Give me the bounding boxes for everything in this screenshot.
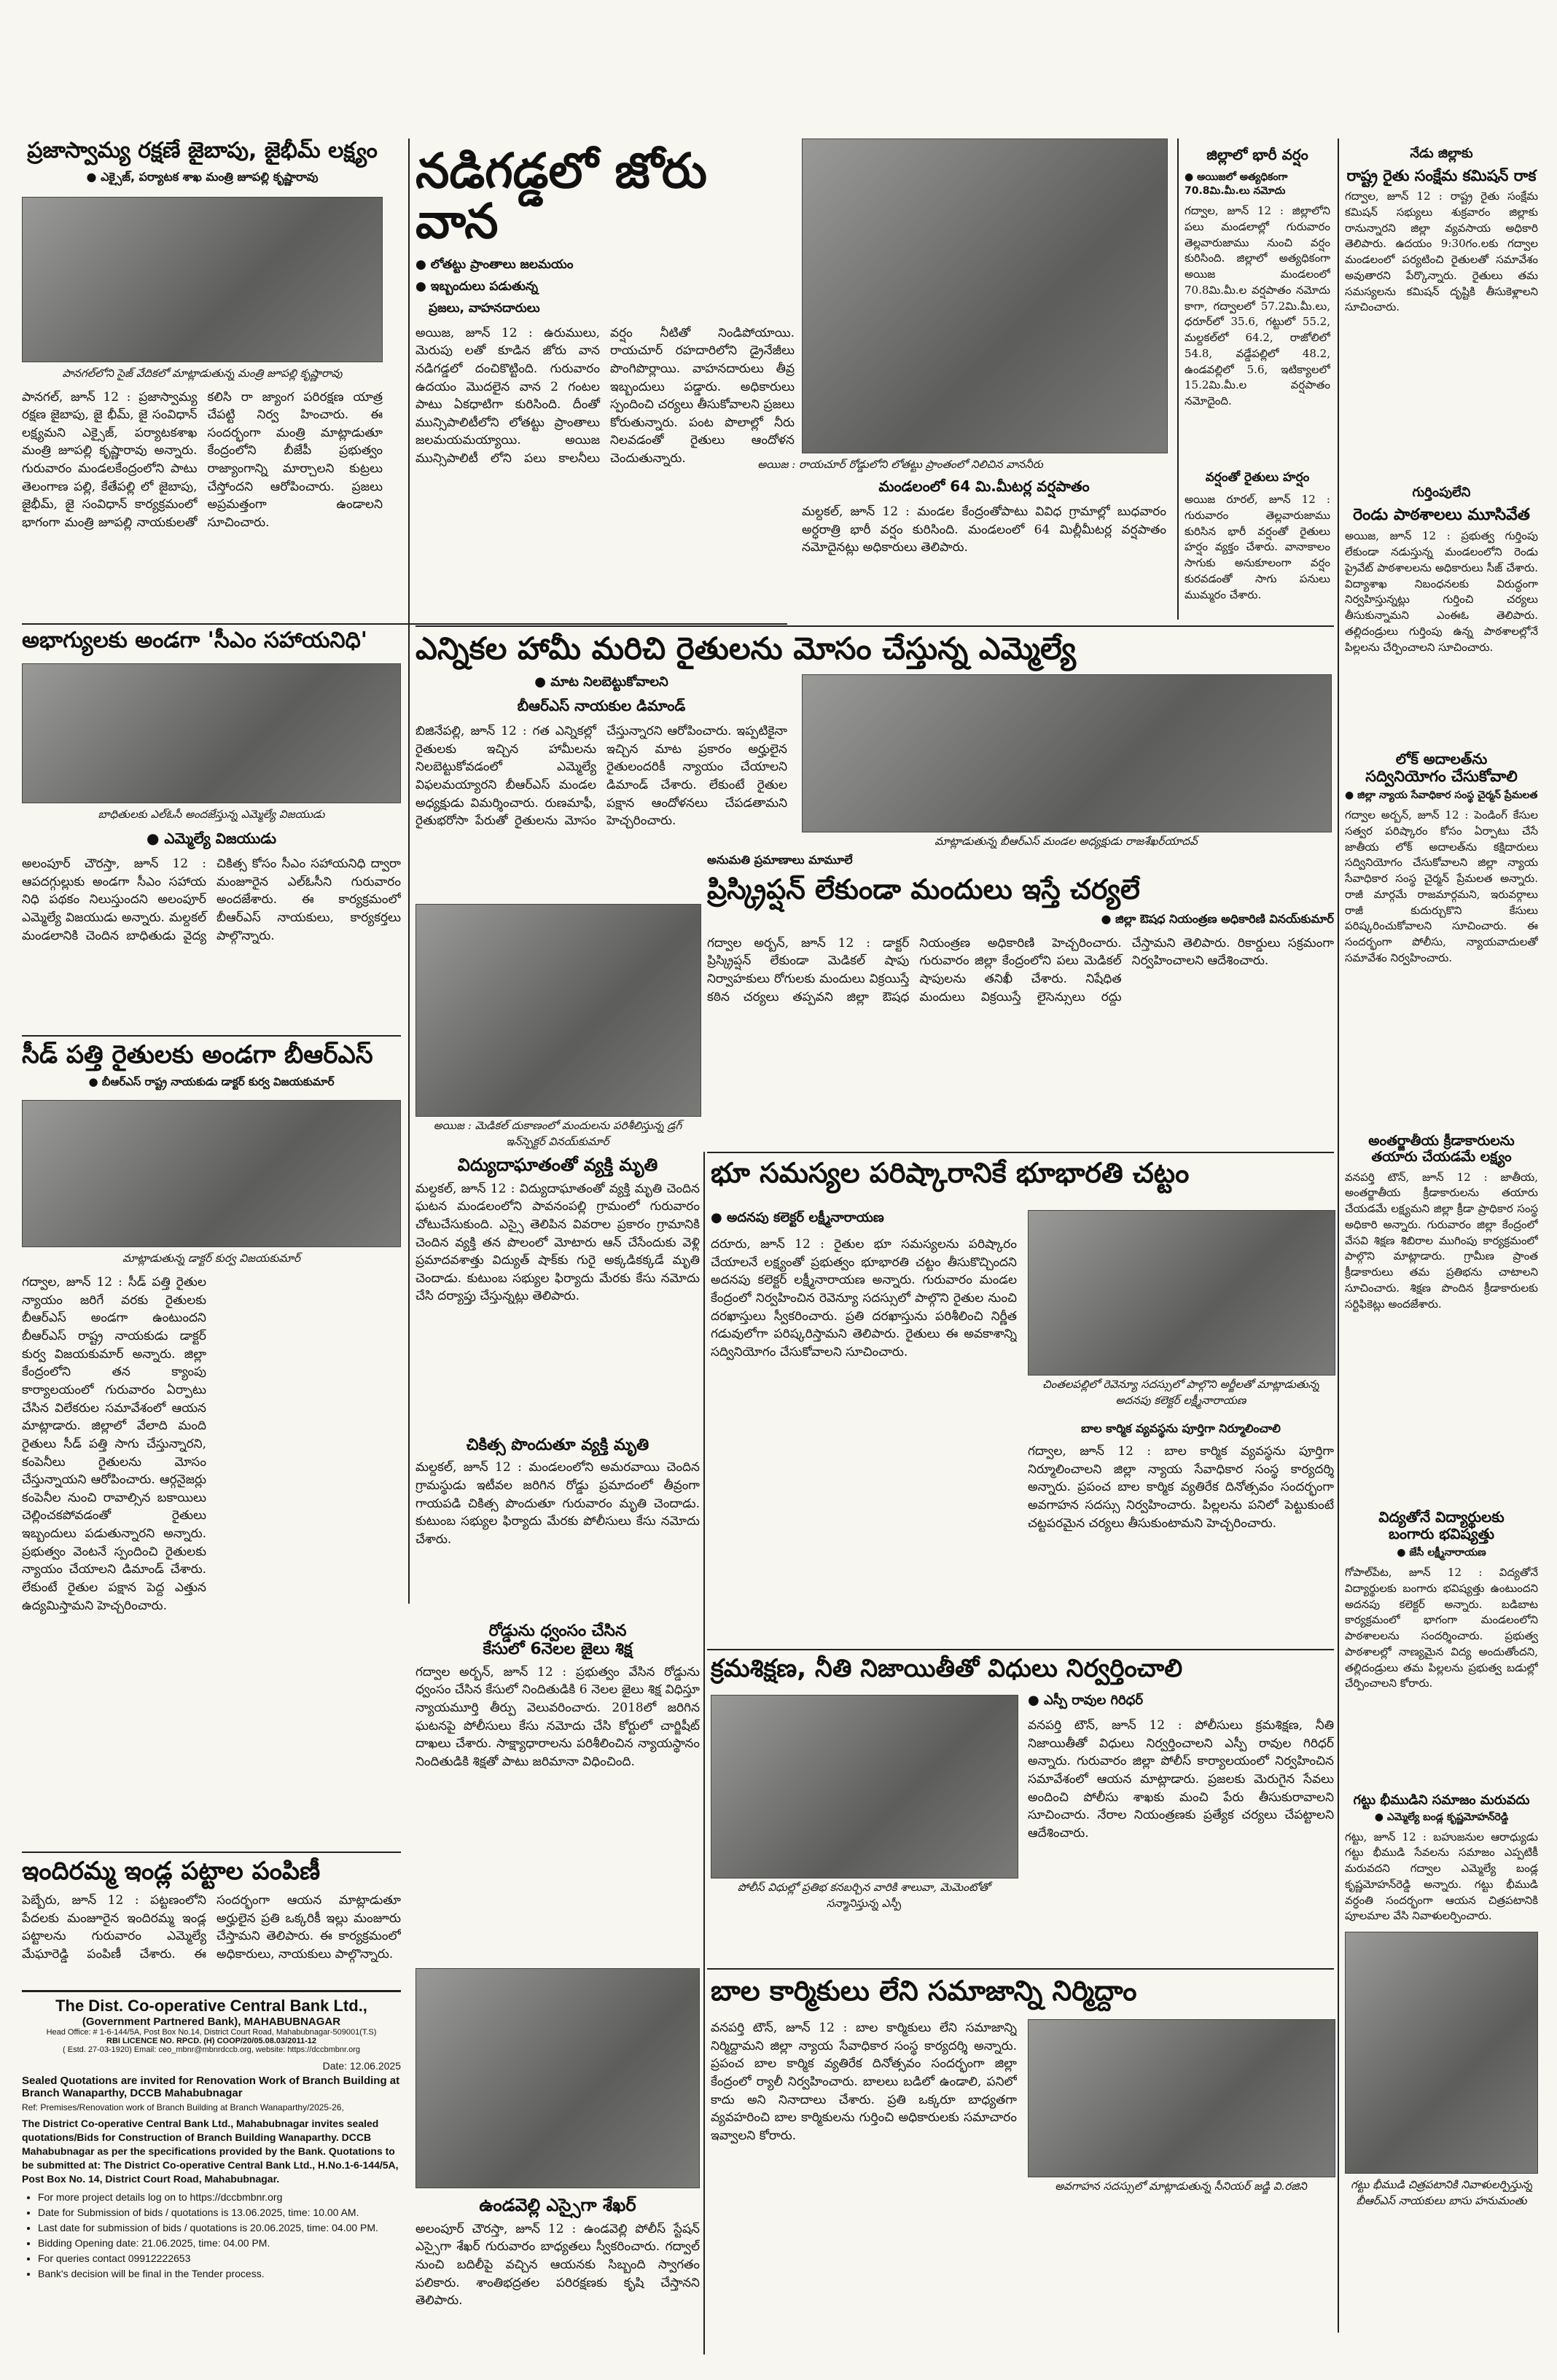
commission-body: గద్వాల, జూన్ 12 : రాష్ట్ర రైతు సంక్షేమ కమిషన్ సభ్యులు శుక్రవారం జిల్లాకు రానున్నారని జిల్లా వ్యవసాయ అధికారి తెలిపారు. ఉదయం 9:30గం.లకు గద్వాల మండలంలో పర్యటించి రైతులతో సమావేశం అవుతారని పేర్కొన్నారు. రైతులు తమ సమస్యలను కమిషన్ దృష్టికి తీసుకెళ్లాలని సూచించారు. — [1345, 190, 1538, 314]
bhu-bharati-subhead: ● అదనపు కలెక్టర్ లక్ష్మీనారాయణ — [711, 1210, 1017, 1228]
bank-licence: RBI LICENCE NO. RPCD. (H) COOP/20/05.08.03/2011-12 — [106, 2037, 316, 2045]
bhimudu-article — [1345, 1793, 1538, 2369]
bank-title: Sealed Quotations are invited for Renovation Work of Branch Building at Branch Wanaparthy, DCCB Mahabubnagar — [22, 2075, 400, 2099]
bhimudu-photo — [1345, 1932, 1538, 2174]
bank-item: • Bank's decision will be final in the Tender process. — [38, 2266, 401, 2282]
bank-item: • Date for Submission of bids / quotations is 13.06.2025, time: 10.00 AM. — [38, 2205, 401, 2220]
students-body: గోపాల్‌పేట, జూన్ 12 : విద్యతోనే విద్యార్థులకు బంగారు భవిష్యత్తు ఉంటుందని అదనపు కలెక్టర్ అన్నారు. బడిబాట కార్యక్రమంలో భాగంగా మండలంలోని పాఠశాలలను సందర్శించారు. ప్రభుత్వ పాఠశాలల్లో నాణ్యమైన విద్య అందుతోందని, తల్లిదండ్రులు తమ పిల్లలను ప్రభుత్వ బడుల్లో చేర్పించాలని కోరారు. — [1345, 1566, 1538, 1690]
electric-headline: విద్యుదాఘాతంతో వ్యక్తి మృతి — [457, 1155, 658, 1175]
commission-headline: రాష్ట్ర రైతు సంక్షేమ కమిషన్ రాక — [1346, 167, 1537, 184]
bank-address: Head Office: # 1-6-144/5A, Post Box No.14, District Court Road, Mahabubnagar-509001(T.S) — [46, 2028, 377, 2037]
child-labour-photo — [1028, 2019, 1335, 2177]
child-labour-awareness-article — [1028, 1421, 1334, 1640]
jail-headline: రోడ్డును ధ్వంసం చేసిన — [488, 1622, 627, 1640]
child-labour-body: వనపర్తి టౌన్, జూన్ 12 : బాల కార్మికులు లేని సమాజాన్ని నిర్మిద్దామని జిల్లా న్యాయ సేవాధికార సంస్థ కార్యదర్శి అన్నారు. ప్రపంచ బాల కార్మిక వ్యతిరేక దినోత్సవం సందర్భంగా జిల్లా కేంద్రంలో ర్యాలీ నిర్వహించారు. బాలలు బడిలో ఉండాలి, పనిలో కాదు అని నినాదాలు చేశారు. ప్రతి ఒక్కరూ బాధ్యతగా వ్యవహరించి బాల కార్మికులను గుర్తించి అధికారులకు సమాచారం ఇవ్వాలని కోరారు. — [711, 2021, 1017, 2143]
undavelli-headline: ఉండవెల్లి ఎస్సైగా శేఖర్ — [479, 2195, 636, 2215]
mla-cheat-bullet: ● మాట నిలబెట్టుకోవాలని — [415, 674, 787, 692]
schools-article — [1345, 485, 1538, 747]
mla-vijayudu-body: అలంపూర్ చౌరస్తా, జూన్ 12 : ఆపదగ్గుల్లుకు అండగా సీఎం సహాయ నిధి పథకం నిలుస్తుందని అలంపూర్ ఎమ్మెల్యే విజయుడు అన్నారు. మల్దకల్ మండలానికి చెందిన బాధితుడు వైద్య చికిత్స కోసం సీఎం సహాయనిధి ద్వారా మంజూరైన ఎల్‌ఓసీని గురువారం అందజేశారు. ఈ కార్యక్రమంలో బీఆర్‌ఎస్ నాయకులు, కార్యకర్తలు పాల్గొన్నారు. — [22, 857, 401, 943]
bank-item: • For queries contact 09912222653 — [38, 2251, 401, 2266]
bank-item: • For more project details log on to https://dccbmbnr.org — [38, 2190, 401, 2205]
jail-body: గద్వాల అర్బన్, జూన్ 12 : ప్రభుత్వం వేసిన రోడ్డును ధ్వంసం చేసిన కేసులో నిందితుడికి 6 నెలల జైలు శిక్ష విధిస్తూ న్యాయమూర్తి తీర్పు వెలువరించారు. 2018లో జరిగిన ఘటనపై పోలీసులు కేసు నమోదు చేసి కోర్టులో చార్జిషీట్ దాఖలు చేశారు. సాక్ష్యాధారాలను పరిశీలించిన న్యాయస్థానం నిందితుడికి శిక్షతో పాటు జరిమానా విధించింది. — [415, 1664, 700, 1769]
treatment-headline: చికిత్స పొందుతూ వ్యక్తి మృతి — [466, 1436, 649, 1454]
lok-adalat-headline2: సద్వినియోగం చేసుకోవాలి — [1365, 768, 1518, 785]
farmers-happy-body: అయిజ రూరల్, జూన్ 12 : గురువారం తెల్లవారుజాము కురిసిన భారీ వర్షంతో రైతులు హర్షం వ్యక్తం చేశారు. వానాకాలం సాగుకు అనుకూలంగా వర్షం కురవడంతో సాగు పనులు ముమ్మరం చేశారు. — [1185, 493, 1330, 601]
students-headline2: బంగారు భవిష్యత్తు — [1388, 1525, 1495, 1542]
discipline-subhead: ● ఎస్పీ రావుల గిరిధర్ — [1028, 1693, 1334, 1711]
seeds-headline: సీడ్ పత్తి రైతులకు అండగా బీఆర్‌ఎస్ — [22, 1041, 373, 1069]
commission-kicker: నేడు జిల్లాకు — [1410, 146, 1473, 161]
lok-adalat-headline: లోక్ అదాలత్‌ను — [1395, 751, 1488, 768]
main-headline: నడిగడ్డలో జోరు వాన — [415, 146, 707, 250]
bhu-bharati-body: దరూరు, జూన్ 12 : రైతుల భూ సమస్యలను పరిష్కారం చేయాలనే లక్ష్యంతో ప్రభుత్వం భూభారతి చట్టం తీసుకొచ్చిందని అదనపు కలెక్టర్ లక్ష్మీనారాయణ అన్నారు. గురువారం మండల కేంద్రంలో నిర్వహించిన రెవెన్యూ సదస్సులో పాల్గొని రైతుల నుంచి దరఖాస్తులు స్వీకరించారు. ప్రతి దరఖాస్తును పరిశీలించి నిర్ణీత గడువులోగా పరిష్కరిస్తామని తెలిపారు. రైతులు ఈ అవకాశాన్ని సద్వినియోగం చేసుకోవాలని సూచించారు. — [711, 1237, 1017, 1359]
child-labour-photo-caption: అవగాహన సదస్సులో మాట్లాడుతున్న సీనియర్ జడ్జి వి.రజిని — [1055, 2180, 1307, 2193]
main-bullet: ప్రజలు, వాహనదారులు — [429, 300, 540, 316]
district-rain-col — [1185, 146, 1330, 467]
left-top-headline: ప్రజాస్వామ్య రక్షణే జైబాపు, జైభీమ్ లక్ష్యం — [27, 138, 378, 163]
bhimudu-subhead: ● ఎమ్మెల్యే బండ్ల కృష్ణమోహన్‌రెడ్డి — [1345, 1811, 1538, 1825]
no-rx-subhead: ● జిల్లా ఔషధ నియంత్రణ అధికారిణి వినయ్‌కుమార్ — [707, 912, 1334, 929]
mla-cheat-headline: ఎన్నికల హామీ మరిచి రైతులను మోసం చేస్తున్న ఎమ్మెల్యే — [415, 631, 1076, 666]
sports-headline: అంతర్జాతీయ క్రీడాకారులను — [1368, 1134, 1515, 1149]
treatment-body: మల్దకల్, జూన్ 12 : మండలంలోని అమరవాయి చెందిన గ్రామస్థుడు ఇటీవల జరిగిన రోడ్డు ప్రమాదంలో తీవ్రంగా గాయపడి చికిత్స పొందుతూ గురువారం మృతి చెందాడు. కుటుంబ సభ్యుల ఫిర్యాదు మేరకు పోలీసులు కేసు నమోదు చేశారు. — [415, 1460, 700, 1547]
no-rx-kicker: అనుమతి ప్రమాణాలు మామూలే — [707, 853, 853, 867]
students-subhead: ● జేసీ లక్ష్మీనారాయణ — [1345, 1547, 1538, 1561]
discipline-photo-caption: పోలీస్ విధుల్లో ప్రతిభ కనబర్చిన వారికి శాలువా, మెమెంటోతో సన్మానిస్తున్న ఎస్పీ — [737, 1881, 991, 1910]
bhu-bharati-photo — [1028, 1210, 1335, 1376]
mla-vijayudu-article — [22, 663, 401, 1031]
main-bullet: ● లోతట్టు ప్రాంతాలు జలమయం — [415, 257, 795, 275]
indiramma-article — [22, 1857, 401, 1989]
left-top-photo — [22, 197, 383, 362]
discipline-body: వనపర్తి టౌన్, జూన్ 12 : పోలీసులు క్రమశిక్షణ, నీతి నిజాయితీతో విధులు నిర్వర్తించాలని ఎస్పీ రావుల గిరిధర్ అన్నారు. గురువారం జిల్లా పోలీస్ కార్యాలయంలో నిర్వహించిన సమావేశంలో ఆయన మాట్లాడారు. ప్రజలకు మెరుగైన సేవలు అందించి పోలీసు శాఖకు మంచి పేరు తీసుకురావాలని సూచించారు. నేరాల నియంత్రణకు ప్రత్యేక చర్యలు చేపట్టాలని ఆదేశించారు. — [1028, 1718, 1334, 1841]
seeds-article — [22, 1041, 401, 1843]
farmers-happy-headline: వర్షంతో రైతులు హర్షం — [1205, 470, 1310, 485]
rain-64-body: మల్దకల్, జూన్ 12 : మండల కేంద్రంతోపాటు వివిధ గ్రామాల్లో బుధవారం అర్ధరాత్రి భారీ వర్షం కురిసింది. మండలంలో 64 మిల్లీమీటర్ల వర్షపాతం నమోదైనట్లు అధికారులు తెలిపారు. — [802, 504, 1166, 555]
electric-article — [415, 1155, 700, 1432]
no-rx-article — [707, 853, 1334, 1144]
child-labour-body-col — [711, 2019, 1017, 2354]
undavelli-article — [415, 1968, 700, 2354]
bank-body: The District Co-operative Central Bank Ltd., Mahabubnagar invites sealed quotations/Bids for Construction of Branch Building Wanaparthy. DCCB Mahabubnagar as per the specifications provided by the Bank. Quotations to be submitted at: The District Co-operative Central Bank Ltd., H.No.1-6-144/5A, Post Box No. 14, District Court Road, Mahabubnagar. — [22, 2118, 399, 2185]
bank-name2: (Government Partnered Bank), MAHABUBNAGAR — [82, 2016, 341, 2028]
mla-cheat-body: బిజినేపల్లి, జూన్ 12 : గత ఎన్నికల్లో రైతులకు ఇచ్చిన హామీలను నిలబెట్టుకోవడంలో ఎమ్మెల్యే విఫలమయ్యారని బీఆర్‌ఎస్ మండల అధ్యక్షుడు విమర్శించారు. రుణమాఫీ, రైతుభరోసా పేరుతో రైతులను మోసం చేస్తున్నారని ఆరోపించారు. ఇప్పటికైనా ఇచ్చిన మాట ప్రకారం అర్హులైన రైతులందరికీ న్యాయం చేయాలని డిమాండ్ చేశారు. లేకుంటే రైతుల పక్షాన ఆందోళనలు చేపడతామని హెచ్చరించారు. — [415, 724, 787, 829]
schools-headline: రెండు పాఠశాలలు మూసివేత — [1353, 506, 1530, 524]
jail-headline2: కేసులో 6నెలల జైలు శిక్ష — [483, 1640, 633, 1659]
no-rx-photo-caption: అయిజ : మెడికల్ దుకాణంలో మందులను పరిశీలిస్తున్న డ్రగ్ ఇన్‌స్పెక్టర్ వినయ్‌కుమార్ — [433, 1119, 682, 1148]
main-body: అయిజ, జూన్ 12 : ఉరుములు, మెరుపు లతో కూడిన జోరు వాన నడిగడ్డలో దంచికొట్టింది. గురువారం ఉదయం మొదలైన వాన 2 గంటల పాటు ఏకధాటిగా కురిసింది. దీంతో మున్సిపాలిటీలోని లోతట్టు ప్రాంతాలు జలమయమయ్యాయి. అయిజ మున్సిపాలిటీ లోని పలు కాలనీలు వర్షం నీటితో నిండిపోయాయి. రాయచూర్ రహదారిలోని డ్రైనేజీలు పొంగిపొర్లాయి. వాహనదారులు తీవ్ర ఇబ్బందులు పడ్డారు. అధికారులు స్పందించి చర్యలు తీసుకోవాలని ప్రజలు కోరుతున్నారు. పంట పొలాల్లో నీరు నిలవడంతో రైతులు ఆందోళన చెందుతున్నారు. — [415, 325, 795, 467]
commission-article — [1345, 146, 1538, 481]
left-top-subhead: ● ఎక్సైజ్, పర్యాటక శాఖ మంత్రి జూపల్లి కృష్ణారావు — [22, 170, 383, 187]
sports-article — [1345, 1134, 1538, 1505]
discipline-photo — [711, 1695, 1018, 1878]
bhu-bharati-headline: భూ సమస్యల పరిష్కారానికే భూభారతి చట్టం — [711, 1157, 1190, 1189]
district-rain-headline: జిల్లాలో భారీ వర్షం — [1206, 146, 1308, 163]
no-rx-headline: ప్రిస్క్రిప్షన్ లేకుండా మందులు ఇస్తే చర్యలే — [707, 873, 1140, 905]
no-rx-body: గద్వాల అర్బన్, జూన్ 12 : డాక్టర్ ప్రిస్క్రిప్షన్ లేకుండా మెడికల్ షాపు నిర్వాహకులు రోగులకు మందులు విక్రయిస్తే కఠిన చర్యలు తప్పవని జిల్లా ఔషధ నియంత్రణ అధికారిణి హెచ్చరించారు. గురువారం జిల్లా కేంద్రంలోని పలు మెడికల్ షాపులను తనిఖీ చేశారు. నిషేధిత మందులు విక్రయిస్తే లైసెన్సులు రద్దు చేస్తామని తెలిపారు. రికార్డులు సక్రమంగా నిర్వహించాలని ఆదేశించారు. — [707, 935, 1334, 1004]
district-rain-body: గద్వాల, జూన్ 12 : జిల్లాలోని పలు మండలాల్లో గురువారం తెల్లవారుజాము నుంచి వర్షం కురిసింది. జిల్లాలో అత్యధికంగా అయిజ మండలంలో 70.8మి.మీ.ల వర్షపాతం నమోదు కాగా, గద్వాలలో 57.2మి.మీ.లు, ధరూర్‌లో 35.6, గట్టులో 55.2, మల్దకల్‌లో 64.2, రాజోలిలో 54.8, వడ్డేపల్లిలో 48.2, ఉండవల్లిలో 5.6, ఇటిక్యాలలో 15.2మి.మీ.ల వర్షపాతం నమోదైంది. — [1185, 204, 1330, 407]
schools-body: అయిజ, జూన్ 12 : ప్రభుత్వ గుర్తింపు లేకుండా నడుస్తున్న మండలంలోని రెండు ప్రైవేట్ పాఠశాలలను అధికారులు సీజ్ చేశారు. విద్యాశాఖ నిబంధనలకు విరుద్ధంగా నిర్వహిస్తున్నట్లు గుర్తించి చర్యలు తీసుకున్నామని ఎంఈఓ తెలిపారు. తల్లిదండ్రులు గుర్తింపు ఉన్న పాఠశాలల్లోనే పిల్లలను చేర్పించాలని సూచించారు. — [1345, 529, 1538, 654]
indiramma-body: పెబ్బేరు, జూన్ 12 : పట్టణంలోని పేదలకు మంజూరైన ఇందిరమ్మ ఇండ్ల పట్టాలను గురువారం ఎమ్మెల్యే మేఘారెడ్డి పంపిణీ చేశారు. ఈ సందర్భంగా ఆయన మాట్లాడుతూ అర్హులైన ప్రతి ఒక్కరికీ ఇల్లు మంజూరు చేస్తామని తెలిపారు. ఈ కార్యక్రమంలో అధికారులు, నాయకులు పాల్గొన్నారు. — [22, 1893, 401, 1962]
mla-vijayudu-photo-caption: బాధితులకు ఎల్‌ఓసీ అందజేస్తున్న ఎమ్మెల్యే విజయుడు — [98, 808, 325, 821]
schools-kicker: గుర్తింపులేని — [1412, 485, 1471, 500]
bank-date: Date: 12.06.2025 — [322, 2060, 401, 2072]
main-bullet: ● ఇబ్బందులు పడుతున్న — [415, 279, 795, 297]
no-rx-photo — [415, 904, 701, 1117]
left-top-photo-caption: పానగల్‌లోని సైజ్ వేదికలో మాట్లాడుతున్న మంత్రి జూపల్లి కృష్ణారావు — [62, 366, 343, 380]
main-article — [415, 146, 795, 620]
bank-notice — [22, 1990, 401, 2335]
mla-vijayudu-subhead: ● ఎమ్మెల్యే విజయుడు — [22, 830, 401, 851]
rain-64-headline: మండలంలో 64 మి.మీటర్ల వర్షపాతం — [878, 477, 1090, 495]
jail-article — [415, 1622, 700, 1928]
mla-cheat-photo — [802, 674, 1332, 832]
bank-item: • Last date for submission of bids / quotations is 20.06.2025, time: 04.00 PM. — [38, 2220, 401, 2236]
bank-name: The Dist. Co-operative Central Bank Ltd., — [55, 1997, 367, 2015]
lok-adalat-subhead: ● జిల్లా న్యాయ సేవాధికార సంస్థ చైర్మన్ ప్రేమలత — [1345, 789, 1538, 803]
rain-64-article — [802, 477, 1166, 623]
bhimudu-photo-caption: గట్టు భీముడి చిత్రపటానికి నివాళులర్పిస్తున్న బీఆర్‌ఎస్ నాయకులు బాసు హనుమంతు — [1350, 2178, 1533, 2208]
seeds-body: గద్వాల, జూన్ 12 : సీడ్ పత్తి రైతుల న్యాయం జరిగే వరకు రైతులకు బీఆర్‌ఎస్ అండగా ఉంటుందని బీఆర్‌ఎస్ రాష్ట్ర నాయకుడు డాక్టర్ కుర్వ విజయకుమార్ అన్నారు. జిల్లా కేంద్రంలోని తన క్యాంపు కార్యాలయంలో గురువారం ఏర్పాటు చేసిన విలేకరుల సమావేశంలో ఆయన మాట్లాడారు. జిల్లాలో వేలాది మంది రైతులు సీడ్ పత్తి సాగు చేస్తున్నారని, కంపెనీలు రైతులను మోసం చేస్తున్నాయని ఆరోపించారు. ఆర్గనైజర్లు కంపెనీల నుంచి రావాల్సిన బకాయిలు చెల్లించకపోవడంతో రైతులు ఇబ్బందులు పడుతున్నారని అన్నారు. ప్రభుత్వం వెంటనే స్పందించి రైతులకు న్యాయం చేయాలని డిమాండ్ చేశారు. లేకుంటే రైతుల పక్షాన పెద్ద ఎత్తున ఉద్యమిస్తామని హెచ్చరించారు. — [22, 1275, 206, 1613]
indiramma-headline: ఇందిరమ్మ ఇండ్ల పట్టాల పంపిణీ — [22, 1857, 321, 1886]
main-photo-caption: అయిజ : రాయచూర్ రోడ్డులోని లోతట్టు ప్రాంతంలో నిలిచిన వాననీరు — [757, 458, 1043, 471]
child-labour-headline: బాల కార్మికులు లేని సమాజాన్ని నిర్మిద్దాం — [711, 1975, 1137, 2007]
bank-contact: ( Estd. 27-03-1920) Email: ceo_mbnr@mbnrdccb.org, website: https://dccbmbnr.org — [63, 2045, 360, 2054]
seeds-subhead: ● బీఆర్‌ఎస్ రాష్ట్ర నాయకుడు డాక్టర్ కుర్వ విజయకుమార్ — [22, 1075, 401, 1091]
lok-adalat-article — [1345, 751, 1538, 1130]
bhimudu-headline: గట్టు భీముడిని సమాజం మరువదు — [1353, 1793, 1530, 1808]
mla-cheat-subhead: బీఆర్‌ఎస్ నాయకుల డిమాండ్ — [517, 697, 686, 714]
bank-items — [22, 2190, 401, 2282]
bank-item: • Bidding Opening date: 21.06.2025, time: 04.00 PM. — [38, 2236, 401, 2251]
sports-headline2: తయారు చేయడమే లక్ష్యం — [1371, 1148, 1512, 1165]
discipline-headline: క్రమశిక్షణ, నీతి నిజాయితీతో విధులు నిర్వర్తించాలి — [711, 1654, 1183, 1683]
district-rain-subhead: ● అయిజలో అత్యధికంగా 70.8మి.మీ.లు నమోదు — [1185, 171, 1330, 199]
seeds-photo — [22, 1100, 401, 1247]
lok-adalat-body: గద్వాల అర్బన్, జూన్ 12 : పెండింగ్ కేసుల సత్వర పరిష్కారం కోసం ఏర్పాటు చేసే జాతీయ లోక్ అదాలత్‌ను కక్షిదారులు సద్వినియోగం చేసుకోవాలని జిల్లా న్యాయ సేవాధికార సంస్థ చైర్మన్ ప్రేమలత అన్నారు. రాజీ మార్గమే రాజమార్గమని, ఇరువర్గాలు రాజీ కుదుర్చుకొని కేసులు పరిష్కరించుకోవాలని సూచించారు. ఈ సందర్భంగా పోలీసు, న్యాయవాదులతో సమావేశం నిర్వహించారు. — [1345, 808, 1538, 964]
left-top-body: పానగల్, జూన్ 12 : ప్రజాస్వామ్య రక్షణ జైబాపు, జై భీమ్, జై సంవిధాన్ లక్ష్యమని ఎక్సైజ్, పర్యాటకశాఖ మంత్రి జూపల్లి కృష్ణారావు అన్నారు. గురువారం మండలకేంద్రంలోని పాటు తెలంగాణ పల్లి, కేతేపల్లి లో జైబాపు, జైభీమ్, జై సంవిధాన్ కార్యక్రమంలో భాగంగా మంత్రి జూపల్లి నాయకులతో కలిసి రా జ్యాంగ పరిరక్షణ యాత్ర చేపట్టి నిర్వ హించారు. ఈ సందర్భంగా మంత్రి మాట్లాడుతూ కేంద్రంలోని బీజేపీ ప్రభుత్వం రాజ్యాంగాన్ని మార్చాలని కుట్రలు చేస్తోందని ఆరోపించారు. ప్రజలు అప్రమత్తంగా ఉండాలని సూచించారు. — [22, 389, 383, 530]
child-labour-awareness-kicker: బాల కార్మిక వ్యవస్థను పూర్తిగా నిర్మూలించాలి — [1081, 1421, 1281, 1435]
bhu-bharati-body-col — [711, 1236, 1017, 1644]
treatment-article — [415, 1436, 700, 1618]
farmers-happy-article — [1185, 470, 1330, 620]
seeds-photo-caption: మాట్లాడుతున్న డాక్టర్ కుర్వ విజయకుమార్ — [122, 1252, 300, 1265]
students-headline: విద్యతోనే విద్యార్థులకు — [1378, 1509, 1505, 1526]
main-photo — [802, 138, 1168, 453]
sports-body: వనపర్తి టౌన్, జూన్ 12 : జాతీయ, అంతర్జాతీయ క్రీడాకారులను తయారు చేయడమే లక్ష్యమని జిల్లా క్రీడా ప్రాధికార సంస్థ అధికారి అన్నారు. గురువారం జిల్లా కేంద్రంలో వేసవి శిక్షణ శిబిరాల ముగింపు కార్యక్రమంలో పాల్గొని మాట్లాడారు. గ్రామీణ ప్రాంత క్రీడాకారులు తమ ప్రతిభను చాటాలని సూచించారు. శిక్షణ పొందిన క్రీడాకారులకు సర్టిఫికెట్లు అందజేశారు. — [1345, 1170, 1538, 1311]
discipline-body-col — [1028, 1717, 1334, 1950]
mla-cheat-photo-caption: మాట్లాడుతున్న బీఆర్‌ఎస్ మండల అధ్యక్షుడు రాజశేఖర్‌యాదవ్ — [934, 835, 1198, 848]
cm-relief-headline: అభాగ్యులకు అండగా 'సీఎం సహాయనిధి' — [22, 628, 367, 653]
students-article — [1345, 1509, 1538, 1786]
mla-vijayudu-photo — [22, 663, 401, 803]
electric-body: మల్దకల్, జూన్ 12 : విద్యుదాఘాతంతో వ్యక్తి మృతి చెందిన ఘటన మండలంలోని పావనంపల్లి గ్రామంలో గురువారం చోటుచేసుకుంది. ఎస్సై తెలిపిన వివరాల ప్రకారం గ్రామానికి చెందిన వ్యక్తి తన పొలంలో మోటారు ఆన్ చేసేందుకు వెళ్లి ప్రమాదవశాత్తు విద్యుత్ షాక్‌కు గురై అక్కడికక్కడే మృతి చెందాడు. కుటుంబ సభ్యుల ఫిర్యాదు మేరకు కేసు నమోదు చేసి దర్యాప్తు చేస్తున్నట్లు తెలిపారు. — [415, 1181, 700, 1304]
bhimudu-body: గట్టు, జూన్ 12 : బహుజనుల ఆరాధ్యుడు గట్టు భీముడి సేవలను సమాజం ఎప్పటికీ మరువదని గద్వాల ఎమ్మెల్యే బండ్ల కృష్ణమోహన్‌రెడ్డి అన్నారు. గట్టు భీముడి వర్ధంతి సందర్భంగా ఆయన చిత్రపటానికి పూలమాల వేసి నివాళులర్పించారు. — [1345, 1830, 1538, 1923]
bank-ref: Ref: Premises/Renovation work of Branch Building at Branch Wanaparthy/2025-26, — [22, 2102, 344, 2112]
bhu-bharati-photo-caption: చింతలపల్లిలో రెవెన్యూ సదస్సులో పాల్గొని అర్జీలతో మాట్లాడుతున్న అదనపు కలెక్టర్ లక్ష్మీనారాయణ — [1042, 1378, 1319, 1407]
undavelli-photo — [415, 1968, 700, 2188]
undavelli-body: అలంపూర్ చౌరస్తా, జూన్ 12 : ఉండవెల్లి పోలీస్ స్టేషన్ ఎస్సైగా శేఖర్ గురువారం బాధ్యతలు స్వీకరించారు. గద్వాల్ నుంచి బదిలీపై వచ్చిన ఆయనకు సిబ్బంది స్వాగతం పలికారు. శాంతిభద్రతల పరిరక్షణకు కృషి చేస్తానని తెలిపారు. — [415, 2221, 700, 2309]
child-labour-awareness-body: గద్వాల, జూన్ 12 : బాల కార్మిక వ్యవస్థను పూర్తిగా నిర్మూలించాలని జిల్లా న్యాయ సేవాధికార సంస్థ కార్యదర్శి అన్నారు. ప్రపంచ బాల కార్మిక వ్యతిరేక దినోత్సవం సందర్భంగా అవగాహన సదస్సు నిర్వహించారు. పిల్లలను పనిలో పెట్టుకుంటే చట్టపరమైన చర్యలు తీసుకుంటామని హెచ్చరించారు. — [1028, 1444, 1334, 1531]
left-top-article — [22, 138, 383, 620]
